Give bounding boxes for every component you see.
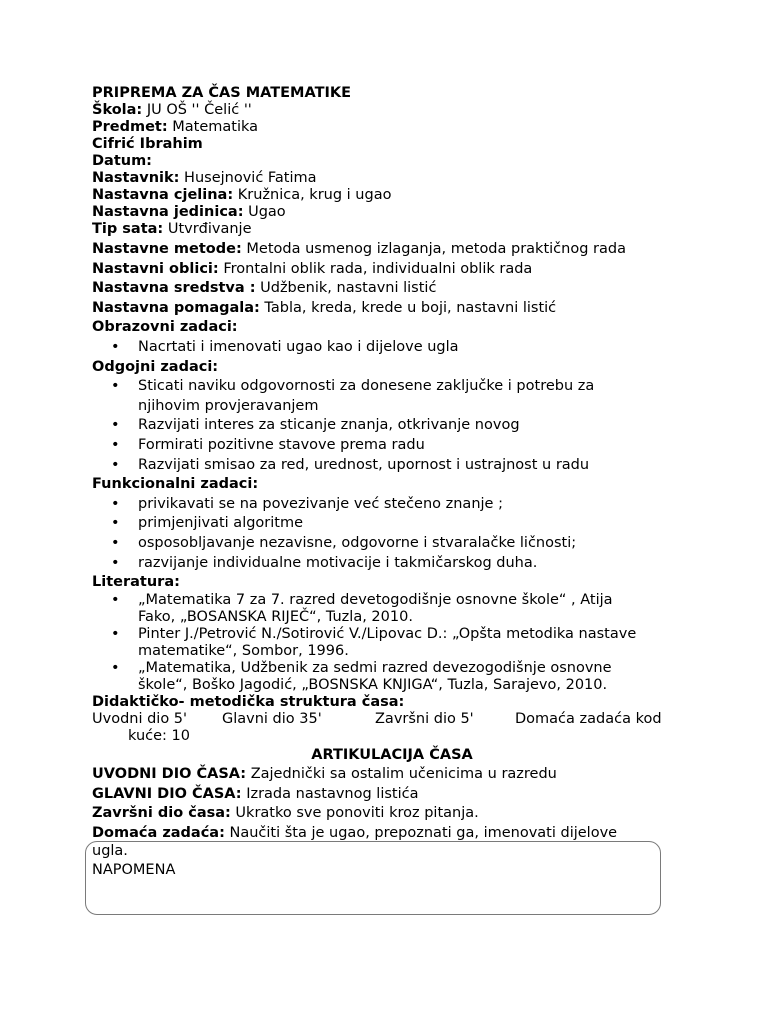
section-heading-struktura: Didaktičko- metodička struktura časa: — [92, 694, 405, 711]
list-item — [92, 534, 692, 554]
literatura-list — [92, 592, 692, 694]
list-item-text: Pinter J./Petrović N./Sotirović V./Lipovac D.: „Opšta metodika nastave — [138, 626, 637, 643]
list-item — [92, 416, 692, 436]
list-item — [92, 495, 692, 515]
field-predmet — [92, 119, 692, 136]
field-label: Nastavni oblici: — [92, 260, 219, 277]
lesson-plan — [92, 85, 692, 843]
field-label: UVODNI DIO ČASA: — [92, 766, 247, 783]
artikulacija-glavni — [92, 785, 692, 805]
list-item-text: privikavati se na povezivanje već stečeno znanje ; — [138, 495, 503, 512]
field-value: Tabla, kreda, krede u boji, nastavni listić — [259, 299, 557, 316]
field-label: Nastavna jedinica: — [92, 204, 244, 220]
obrazovni-list — [92, 338, 692, 358]
bullet-icon: • — [111, 534, 120, 551]
list-item-text: Sticati naviku odgovornosti za donesene zaključke i potrebu za — [138, 378, 595, 395]
field-datum: Datum: — [92, 153, 152, 169]
field-author: Cifrić Ibrahim — [92, 136, 203, 152]
list-item-text: škole“, Boško Jagodić, „BOSNSKA KNJIGA“, Tuzla, Sarajevo, 2010. — [138, 677, 608, 694]
bullet-icon: • — [111, 515, 120, 532]
artikulacija-uvodni — [92, 765, 692, 785]
field-nastavnik — [92, 170, 692, 187]
struktura-domaca-cont: kuće: 10 — [128, 728, 190, 745]
artikulacija-zavrsni — [92, 804, 692, 824]
field-label: Nastavna cjelina: — [92, 187, 234, 203]
list-item — [92, 436, 692, 456]
field-label: Tip sata: — [92, 221, 164, 237]
list-item — [92, 660, 692, 694]
list-item — [92, 554, 692, 574]
list-item-text: Razvijati interes za sticanje znanja, otkrivanje novog — [138, 417, 520, 434]
field-label: Škola: — [92, 102, 143, 118]
field-label: GLAVNI DIO ČASA: — [92, 785, 242, 802]
field-value: Izrada nastavnog listića — [241, 785, 419, 802]
list-item-text: „Matematika, Udžbenik za sedmi razred devezogodišnje osnovne — [138, 660, 612, 677]
list-item-text: primjenjivati algoritme — [138, 515, 304, 532]
list-item-text: njihovim provjeravanjem — [138, 397, 319, 414]
list-item-text: Fako, „BOSANSKA RIJEČ“, Tuzla, 2010. — [138, 609, 413, 626]
field-value: Udžbenik, nastavni listić — [255, 280, 437, 297]
section-heading-artikulacija: ARTIKULACIJA ČASA — [311, 747, 473, 764]
list-item-text: Formirati pozitivne stavove prema radu — [138, 436, 425, 453]
list-item — [92, 626, 692, 660]
struktura-domaca: Domaća zadaća kod — [515, 711, 662, 728]
section-heading-funkcionalni: Funkcionalni zadaci: — [92, 476, 259, 493]
document-title: PRIPREMA ZA ČAS MATEMATIKE — [92, 85, 351, 101]
field-cjelina — [92, 187, 692, 204]
funkcionalni-list — [92, 495, 692, 573]
odgojni-list — [92, 377, 692, 475]
list-item — [92, 377, 692, 416]
struktura-glavni: Glavni dio 35' — [222, 711, 322, 728]
list-item-text: Nacrtati i imenovati ugao kao i dijelove ugla — [138, 338, 459, 355]
bullet-icon: • — [111, 417, 120, 434]
domaca-cont: ugla. — [92, 843, 128, 859]
bullet-icon: • — [111, 554, 120, 571]
field-value: Naučiti šta je ugao, prepoznati ga, imenovati dijelove — [224, 824, 618, 841]
bullet-icon: • — [111, 338, 120, 355]
field-value: Ugao — [243, 204, 286, 220]
field-value: Husejnović Fatima — [179, 170, 317, 186]
field-label: Domaća zadaća: — [92, 824, 225, 841]
bullet-icon: • — [111, 456, 120, 473]
field-label: Predmet: — [92, 119, 168, 135]
field-metode — [92, 240, 692, 260]
field-value: Utvrđivanje — [163, 221, 252, 237]
field-pomagala — [92, 299, 692, 319]
field-label: Nastavnik: — [92, 170, 180, 186]
list-item-text: osposobljavanje nezavisne, odgovorne i stvaralačke ličnosti; — [138, 534, 577, 551]
field-tip — [92, 221, 692, 238]
field-label: Nastavna sredstva : — [92, 280, 256, 297]
bullet-icon: • — [111, 592, 120, 609]
bullet-icon: • — [111, 436, 120, 453]
list-item-text: razvijanje individualne motivacije i takmičarskog duha. — [138, 554, 538, 571]
field-jedinica — [92, 204, 692, 221]
field-label: Završni dio časa: — [92, 805, 231, 822]
field-skola — [92, 102, 692, 119]
field-value: Kružnica, krug i ugao — [233, 187, 392, 203]
struktura-row — [92, 711, 692, 728]
list-item — [92, 592, 692, 626]
list-item — [92, 338, 692, 358]
list-item — [92, 514, 692, 534]
field-label: Nastavne metode: — [92, 241, 242, 257]
struktura-zavrsni: Završni dio 5' — [375, 711, 474, 728]
list-item-text: „Matematika 7 za 7. razred devetogodišnje osnovne škole“ , Atija — [138, 592, 613, 609]
bullet-icon: • — [111, 626, 120, 643]
field-value: Frontalni oblik rada, individualni oblik rada — [218, 260, 533, 277]
list-item-text: Razvijati smisao za red, urednost, upornost i ustrajnost u radu — [138, 456, 590, 473]
bullet-icon: • — [111, 378, 120, 395]
field-value: Ukratko sve ponoviti kroz pitanja. — [230, 805, 479, 822]
field-label: Nastavna pomagala: — [92, 299, 260, 316]
field-value: JU OŠ '' Čelić '' — [142, 102, 252, 118]
section-heading-odgojni: Odgojni zadaci: — [92, 358, 219, 375]
bullet-icon: • — [111, 495, 120, 512]
list-item — [92, 456, 692, 476]
field-value: Zajednički sa ostalim učenicima u razredu — [246, 766, 557, 783]
note-box-content — [92, 842, 175, 880]
field-sredstva — [92, 279, 692, 299]
field-value: Matematika — [167, 119, 259, 135]
napomena-label: NAPOMENA — [92, 862, 176, 878]
section-heading-obrazovni: Obrazovni zadaci: — [92, 319, 238, 336]
struktura-uvodni: Uvodni dio 5' — [92, 711, 188, 728]
bullet-icon: • — [111, 660, 120, 677]
section-heading-literatura: Literatura: — [92, 574, 180, 591]
list-item-text: matematike“, Sombor, 1996. — [138, 643, 349, 660]
field-value: Metoda usmenog izlaganja, metoda praktičnog rada — [241, 241, 626, 257]
field-oblici — [92, 260, 692, 280]
